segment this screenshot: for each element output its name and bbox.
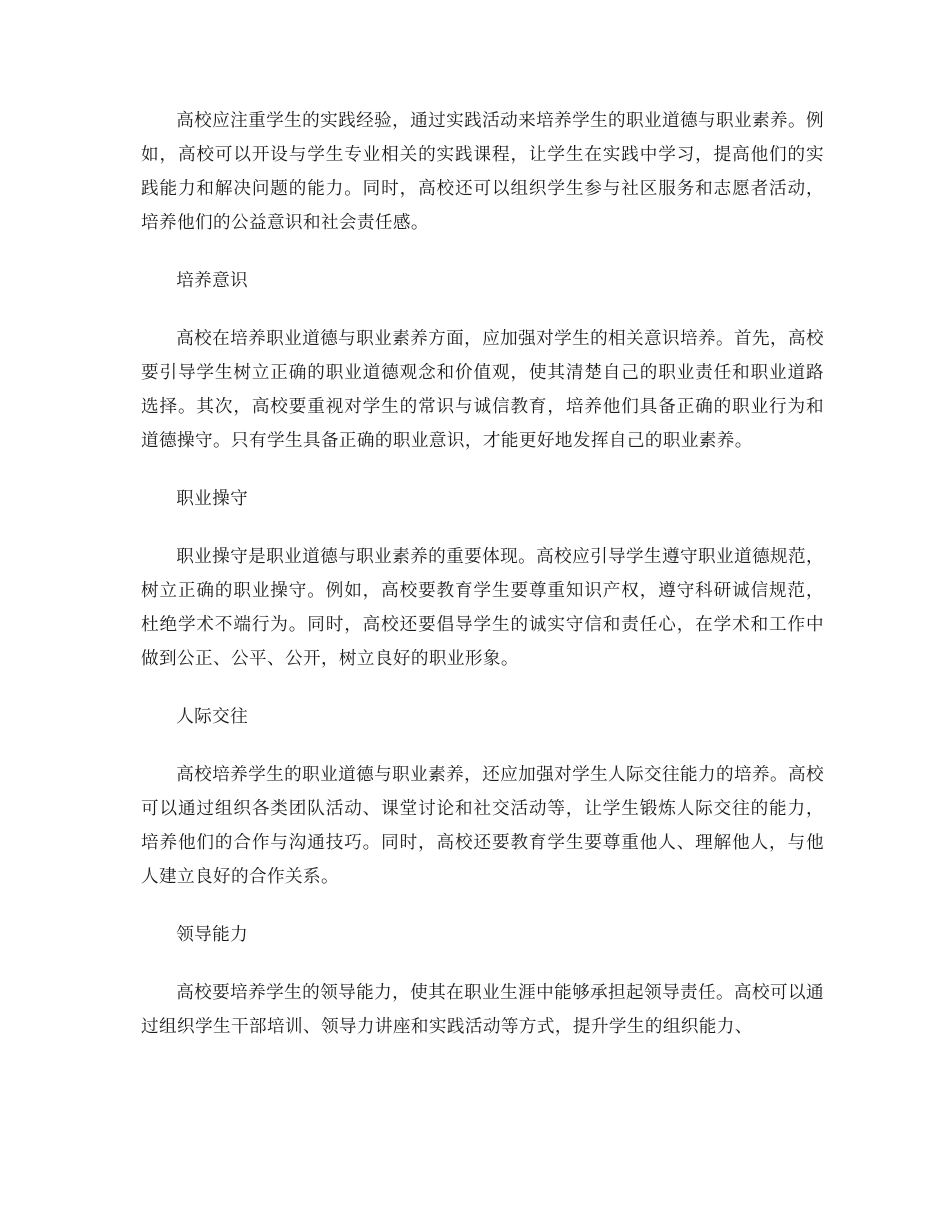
heading-interpersonal: 人际交往 — [176, 707, 249, 727]
paragraph-leadership: 高校要培养学生的领导能力，使其在职业生涯中能够承担起领导责任。高校可以通过组织学生干部培训、领导力讲座和实践活动等方式，提升学生的组织能力、 — [141, 983, 824, 1037]
paragraph-interpersonal: 高校培养学生的职业道德与职业素养，还应加强对学生人际交往能力的培养。高校可以通过组织各类团队活动、课堂讨论和社交活动等，让学生锻炼人际交往的能力，培养他们的合作与沟通技巧。同时，高校还要教育学生要尊重他人、理解他人，与他人建立良好的合作关系。 — [141, 765, 824, 887]
paragraph-professional-ethics: 职业操守是职业道德与职业素养的重要体现。高校应引导学生遵守职业道德规范，树立正确的职业操守。例如，高校要教育学生要尊重知识产权，遵守科研诚信规范，杜绝学术不端行为。同时，高校还要倡导学生的诚实守信和责任心，在学术和工作中做到公正、公平、公开，树立良好的职业形象。 — [141, 547, 824, 669]
heading-awareness: 培养意识 — [176, 271, 249, 291]
heading-professional-ethics: 职业操守 — [176, 489, 249, 509]
paragraph-awareness: 高校在培养职业道德与职业素养方面，应加强对学生的相关意识培养。首先，高校要引导学生树立正确的职业道德观念和价值观，使其清楚自己的职业责任和职业道路选择。其次，高校要重视对学生的常识与诚信教育，培养他们具备正确的职业行为和道德操守。只有学生具备正确的职业意识，才能更好地发挥自己的职业素养。 — [141, 329, 824, 451]
document-body — [141, 104, 824, 1068]
heading-leadership: 领导能力 — [176, 925, 249, 945]
paragraph-practice: 高校应注重学生的实践经验，通过实践活动来培养学生的职业道德与职业素养。例如，高校可以开设与学生专业相关的实践课程，让学生在实践中学习，提高他们的实践能力和解决问题的能力。同时，高校还可以组织学生参与社区服务和志愿者活动，培养他们的公益意识和社会责任感。 — [141, 111, 824, 233]
